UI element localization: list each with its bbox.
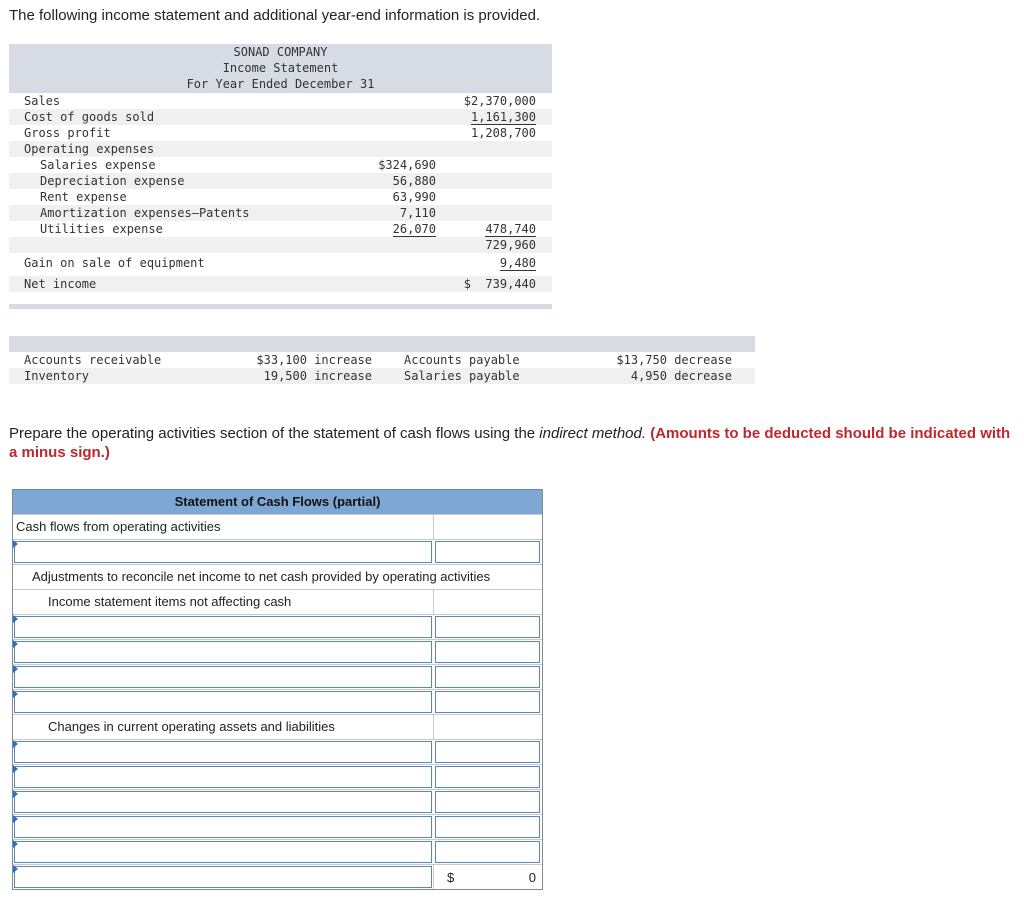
amount-input[interactable] (435, 791, 540, 813)
row-label: Gain on sale of equipment (24, 256, 205, 270)
amount-input[interactable] (435, 766, 540, 788)
row-total-amount: 478,740 (485, 222, 536, 236)
item-input[interactable] (14, 641, 432, 663)
statement-title: Income Statement (222, 61, 339, 75)
row-salaries (9, 157, 552, 173)
changes-label: Changes in current operating assets and liabilities (48, 719, 335, 734)
total-amount: 0 (528, 870, 536, 885)
input-row (13, 689, 542, 714)
prompt-method: indirect method. (539, 425, 647, 442)
row-amount: 7,110 (399, 206, 436, 220)
income-statement (9, 44, 552, 291)
input-row (13, 614, 542, 639)
item-input[interactable] (14, 766, 432, 788)
item-input[interactable] (14, 691, 432, 713)
prompt-text: Prepare the operating activities section of the statement of cash flows using the (9, 425, 540, 442)
item-input[interactable] (14, 741, 432, 763)
input-row (13, 839, 542, 864)
row-amount: $324,690 (378, 158, 436, 172)
adjustments-label: Adjustments to reconcile net income to net cash provided by operating activities (32, 569, 491, 584)
balance-changes-table (9, 336, 755, 383)
income-statement-header (9, 44, 552, 93)
row-label: Salaries expense (40, 158, 156, 172)
row-amount: 9,480 (499, 256, 536, 270)
row-amount: 729,960 (485, 238, 536, 252)
accounts-receivable-label: Accounts receivable (24, 353, 162, 367)
input-row (13, 639, 542, 664)
inventory-label: Inventory (24, 369, 90, 383)
salaries-payable-label: Salaries payable (404, 369, 520, 383)
row-label: Rent expense (40, 190, 127, 204)
row-operating-expenses (9, 141, 552, 157)
amount-input[interactable] (435, 616, 540, 638)
amount-input[interactable] (435, 666, 540, 688)
input-row (13, 539, 542, 564)
row-gain-on-sale (9, 255, 552, 271)
statement-period: For Year Ended December 31 (186, 77, 375, 91)
accounts-payable-value: $13,750 decrease (616, 353, 732, 367)
row-label: Net income (24, 277, 97, 291)
item-input[interactable] (14, 816, 432, 838)
row-amount: 26,070 (392, 222, 436, 236)
operating-activities-row (13, 514, 542, 539)
balance-row-2 (9, 368, 755, 384)
dropdown-marker-icon (13, 740, 18, 748)
row-label: Depreciation expense (40, 174, 185, 188)
input-row (13, 814, 542, 839)
row-amount: 63,990 (392, 190, 436, 204)
amount-input[interactable] (435, 741, 540, 763)
row-label: Sales (24, 94, 61, 108)
amount-input[interactable] (435, 691, 540, 713)
dropdown-marker-icon (13, 690, 18, 698)
row-cogs (9, 109, 552, 125)
dropdown-marker-icon (13, 815, 18, 823)
dropdown-marker-icon (13, 615, 18, 623)
row-label: Operating expenses (24, 142, 155, 156)
total-label-input[interactable] (14, 866, 432, 888)
item-input[interactable] (14, 666, 432, 688)
input-row (13, 739, 542, 764)
row-amortization (9, 205, 552, 221)
dropdown-marker-icon (13, 865, 18, 873)
total-dollar-sign: $ (447, 870, 455, 885)
total-row (13, 864, 542, 889)
row-net-income (9, 276, 552, 292)
row-amount: 1,208,700 (470, 126, 536, 140)
input-row (13, 789, 542, 814)
amount-input[interactable] (435, 541, 540, 563)
row-sales (9, 93, 552, 109)
item-input[interactable] (14, 791, 432, 813)
dropdown-marker-icon (13, 540, 18, 548)
amount-input[interactable] (435, 816, 540, 838)
row-amount: $ 739,440 (463, 277, 536, 291)
cash-flow-title: Statement of Cash Flows (partial) (13, 489, 542, 514)
row-amount: 56,880 (392, 174, 436, 188)
balance-row-1 (9, 352, 755, 368)
row-utilities (9, 221, 552, 237)
amount-input[interactable] (435, 641, 540, 663)
row-label: Gross profit (24, 126, 111, 140)
noncash-items-row (13, 589, 542, 614)
item-input[interactable] (14, 841, 432, 863)
adjustments-row (13, 564, 542, 589)
row-label: Utilities expense (40, 222, 163, 236)
item-input[interactable] (14, 616, 432, 638)
row-label: Amortization expenses—Patents (40, 206, 250, 220)
amount-input[interactable] (435, 841, 540, 863)
dropdown-marker-icon (13, 765, 18, 773)
row-amount: 1,161,300 (470, 110, 536, 124)
cash-flow-worksheet (12, 489, 543, 890)
prompt-instruction: (Amounts to be deducted should be indicated with a minus sign.) (9, 425, 1011, 461)
row-subtotal (9, 237, 552, 253)
dropdown-marker-icon (13, 790, 18, 798)
input-row (13, 664, 542, 689)
salaries-payable-value: 4,950 decrease (630, 369, 732, 383)
row-gross-profit (9, 125, 552, 141)
accounts-payable-label: Accounts payable (404, 353, 520, 367)
balance-changes-header (9, 336, 755, 352)
accounts-receivable-value: $33,100 increase (256, 353, 372, 367)
dropdown-marker-icon (13, 665, 18, 673)
dropdown-marker-icon (13, 640, 18, 648)
row-label: Cost of goods sold (24, 110, 155, 124)
question-prompt (9, 424, 1019, 462)
inventory-value: 19,500 increase (263, 369, 372, 383)
company-name: SONAD COMPANY (233, 45, 328, 59)
row-depreciation (9, 173, 552, 189)
input-row (13, 764, 542, 789)
noncash-items-label: Income statement items not affecting cash (48, 594, 292, 609)
item-input[interactable] (14, 541, 432, 563)
dropdown-marker-icon (13, 840, 18, 848)
row-amount: $2,370,000 (463, 94, 536, 108)
operating-activities-label: Cash flows from operating activities (16, 519, 221, 534)
intro-text: The following income statement and additional year-end information is provided. (9, 7, 541, 24)
row-rent (9, 189, 552, 205)
changes-row (13, 714, 542, 739)
income-statement-footer-bar (9, 304, 552, 309)
